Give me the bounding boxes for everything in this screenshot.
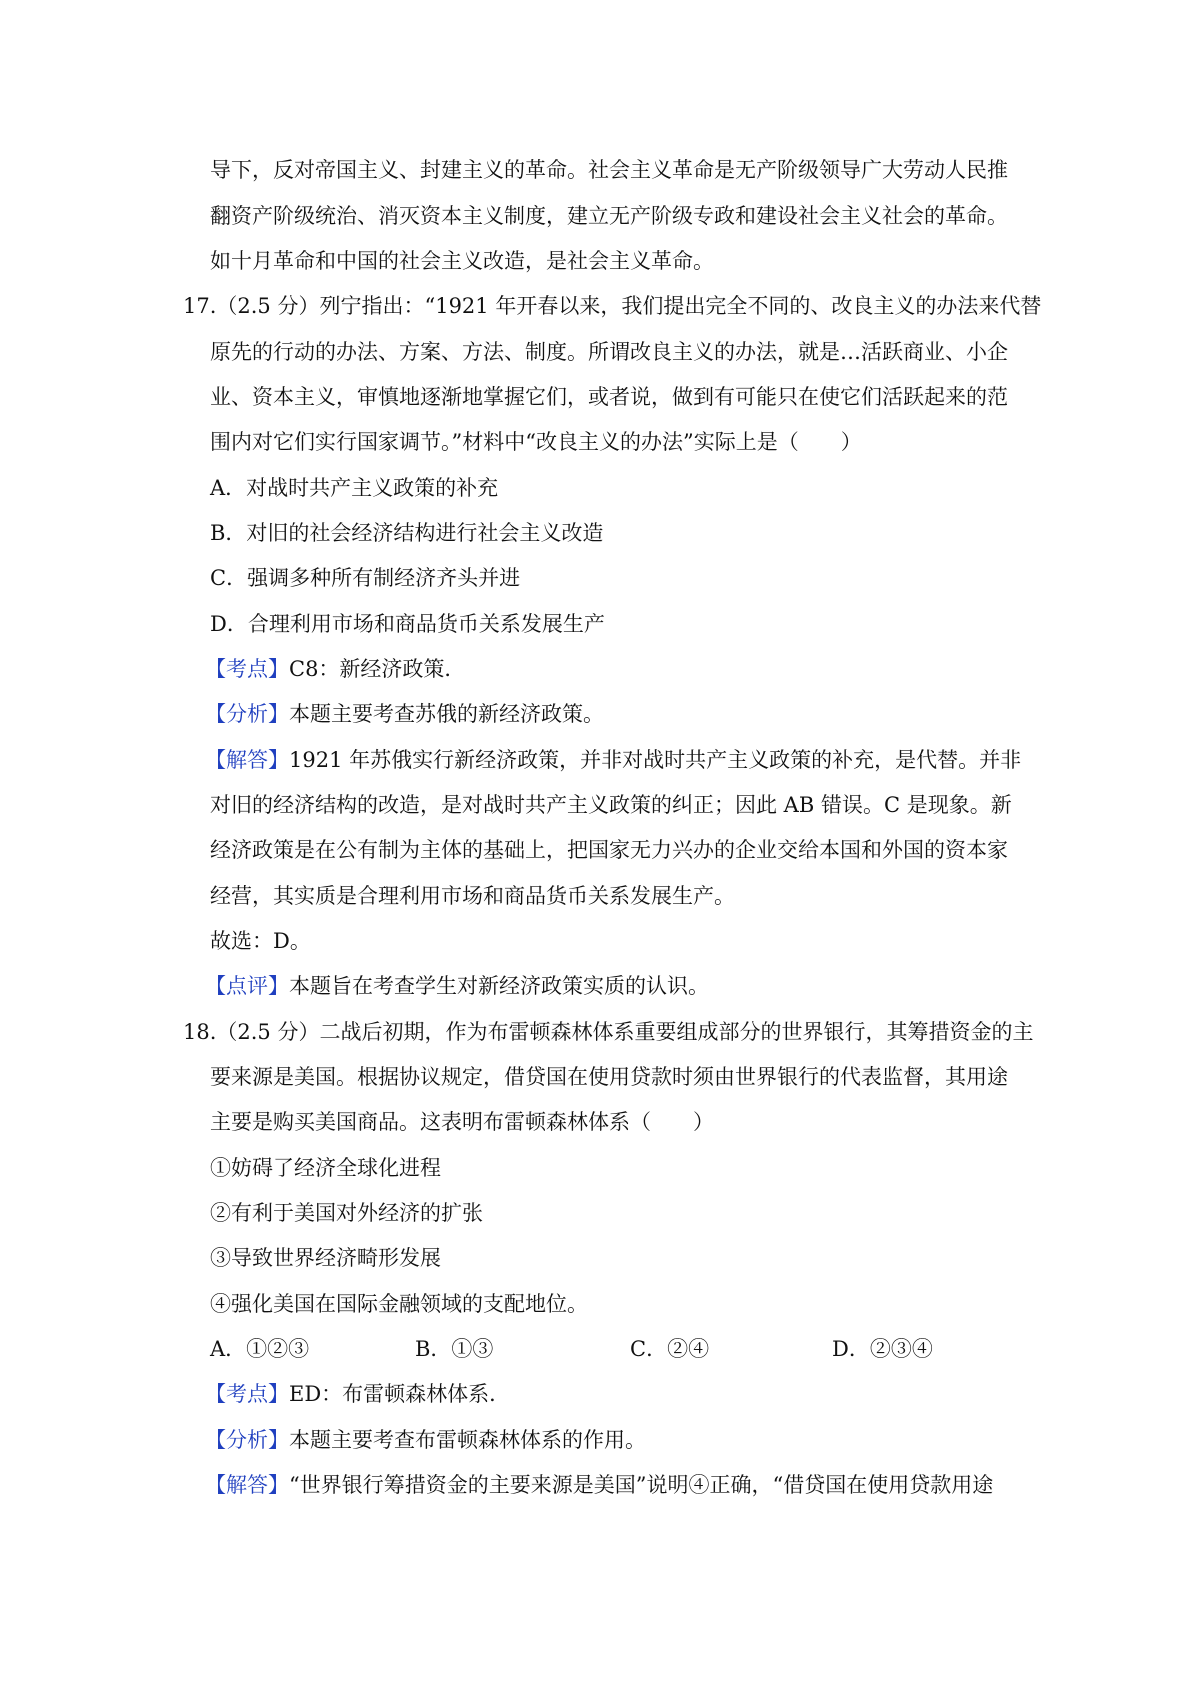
kaodian-text: C8：新经济政策．: [289, 657, 466, 681]
question-17-fenxi: [205, 694, 604, 734]
question-18-stem: 18.（2.5 分）二战后初期，作为布雷顿森林体系重要组成部分的世界银行，其筹措资金的主: [183, 1020, 1034, 1044]
fenxi-tag: 【分析】: [205, 1428, 289, 1452]
question-18-jieda: [205, 1465, 993, 1505]
question-18-stem: 主要是购买美国商品。这表明布雷顿森林体系（ ）: [210, 1110, 714, 1134]
question-18-option-d: D．②③④: [832, 1337, 933, 1361]
fenxi-text: 本题主要考查布雷顿森林体系的作用。: [289, 1428, 646, 1452]
kaodian-tag: 【考点】: [205, 657, 289, 681]
paragraph-line: 如十月革命和中国的社会主义改造，是社会主义革命。: [210, 249, 714, 273]
jieda-text: “世界银行筹措资金的主要来源是美国”说明④正确，“借贷国在使用贷款用途: [289, 1473, 994, 1497]
paragraph-line: 导下，反对帝国主义、封建主义的革命。社会主义革命是无产阶级领导广大劳动人民推: [210, 158, 1008, 182]
question-17-stem: 业、资本主义，审慎地逐渐地掌握它们，或者说，做到有可能只在使它们活跃起来的范: [210, 385, 1008, 409]
answer-line: 经营，其实质是合理利用市场和商品货币关系发展生产。: [210, 884, 735, 908]
question-17-option-a: A．对战时共产主义政策的补充: [210, 476, 499, 500]
question-17-option-d: D．合理利用市场和商品货币关系发展生产: [210, 612, 605, 636]
question-18-option-c: C．②④: [630, 1337, 710, 1361]
question-17-stem: 围内对它们实行国家调节。”材料中“改良主义的办法”实际上是（ ）: [210, 430, 862, 454]
question-18-statement-4: ④强化美国在国际金融领域的支配地位。: [210, 1292, 588, 1316]
question-18-statement-2: ②有利于美国对外经济的扩张: [210, 1201, 483, 1225]
dianping-text: 本题旨在考查学生对新经济政策实质的认识。: [289, 974, 709, 998]
question-18-fenxi: [205, 1420, 646, 1460]
answer-line: 经济政策是在公有制为主体的基础上，把国家无力兴办的企业交给本国和外国的资本家: [210, 838, 1008, 862]
fenxi-tag: 【分析】: [205, 702, 289, 726]
jieda-text: 1921 年苏俄实行新经济政策，并非对战时共产主义政策的补充，是代替。并非: [289, 748, 1022, 772]
question-18-options: [0, 1329, 1200, 1369]
question-18-option-b: B．①③: [415, 1337, 494, 1361]
question-17-option-b: B．对旧的社会经济结构进行社会主义改造: [210, 521, 604, 545]
question-18-stem: 要来源是美国。根据协议规定，借贷国在使用贷款时须由世界银行的代表监督，其用途: [210, 1065, 1008, 1089]
jieda-tag: 【解答】: [205, 748, 289, 772]
question-17-option-c: C．强调多种所有制经济齐头并进: [210, 566, 521, 590]
question-18-statement-3: ③导致世界经济畸形发展: [210, 1246, 441, 1270]
question-17-kaodian: [205, 649, 465, 689]
jieda-tag: 【解答】: [205, 1473, 289, 1497]
question-17-dianping: [205, 966, 709, 1006]
fenxi-text: 本题主要考查苏俄的新经济政策。: [289, 702, 604, 726]
answer-line: 对旧的经济结构的改造，是对战时共产主义政策的纠正；因此 AB 错误。C 是现象。新: [210, 793, 1012, 817]
answer-choice-line: 故选：D。: [210, 929, 311, 953]
question-18-statement-1: ①妨碍了经济全球化进程: [210, 1156, 441, 1180]
question-17-stem: 17.（2.5 分）列宁指出：“1921 年开春以来，我们提出完全不同的、改良主义的办法来代替: [183, 294, 1042, 318]
kaodian-tag: 【考点】: [205, 1382, 289, 1406]
question-17-stem: 原先的行动的办法、方案、方法、制度。所谓改良主义的办法，就是…活跃商业、小企: [210, 340, 1008, 364]
question-18-option-a: A．①②③: [210, 1337, 310, 1361]
kaodian-text: ED：布雷顿森林体系．: [289, 1382, 511, 1406]
question-18-kaodian: [205, 1374, 510, 1414]
paragraph-line: 翻资产阶级统治、消灭资本主义制度，建立无产阶级专政和建设社会主义社会的革命。: [210, 204, 1008, 228]
question-17-jieda: [205, 740, 1021, 780]
dianping-tag: 【点评】: [205, 974, 289, 998]
